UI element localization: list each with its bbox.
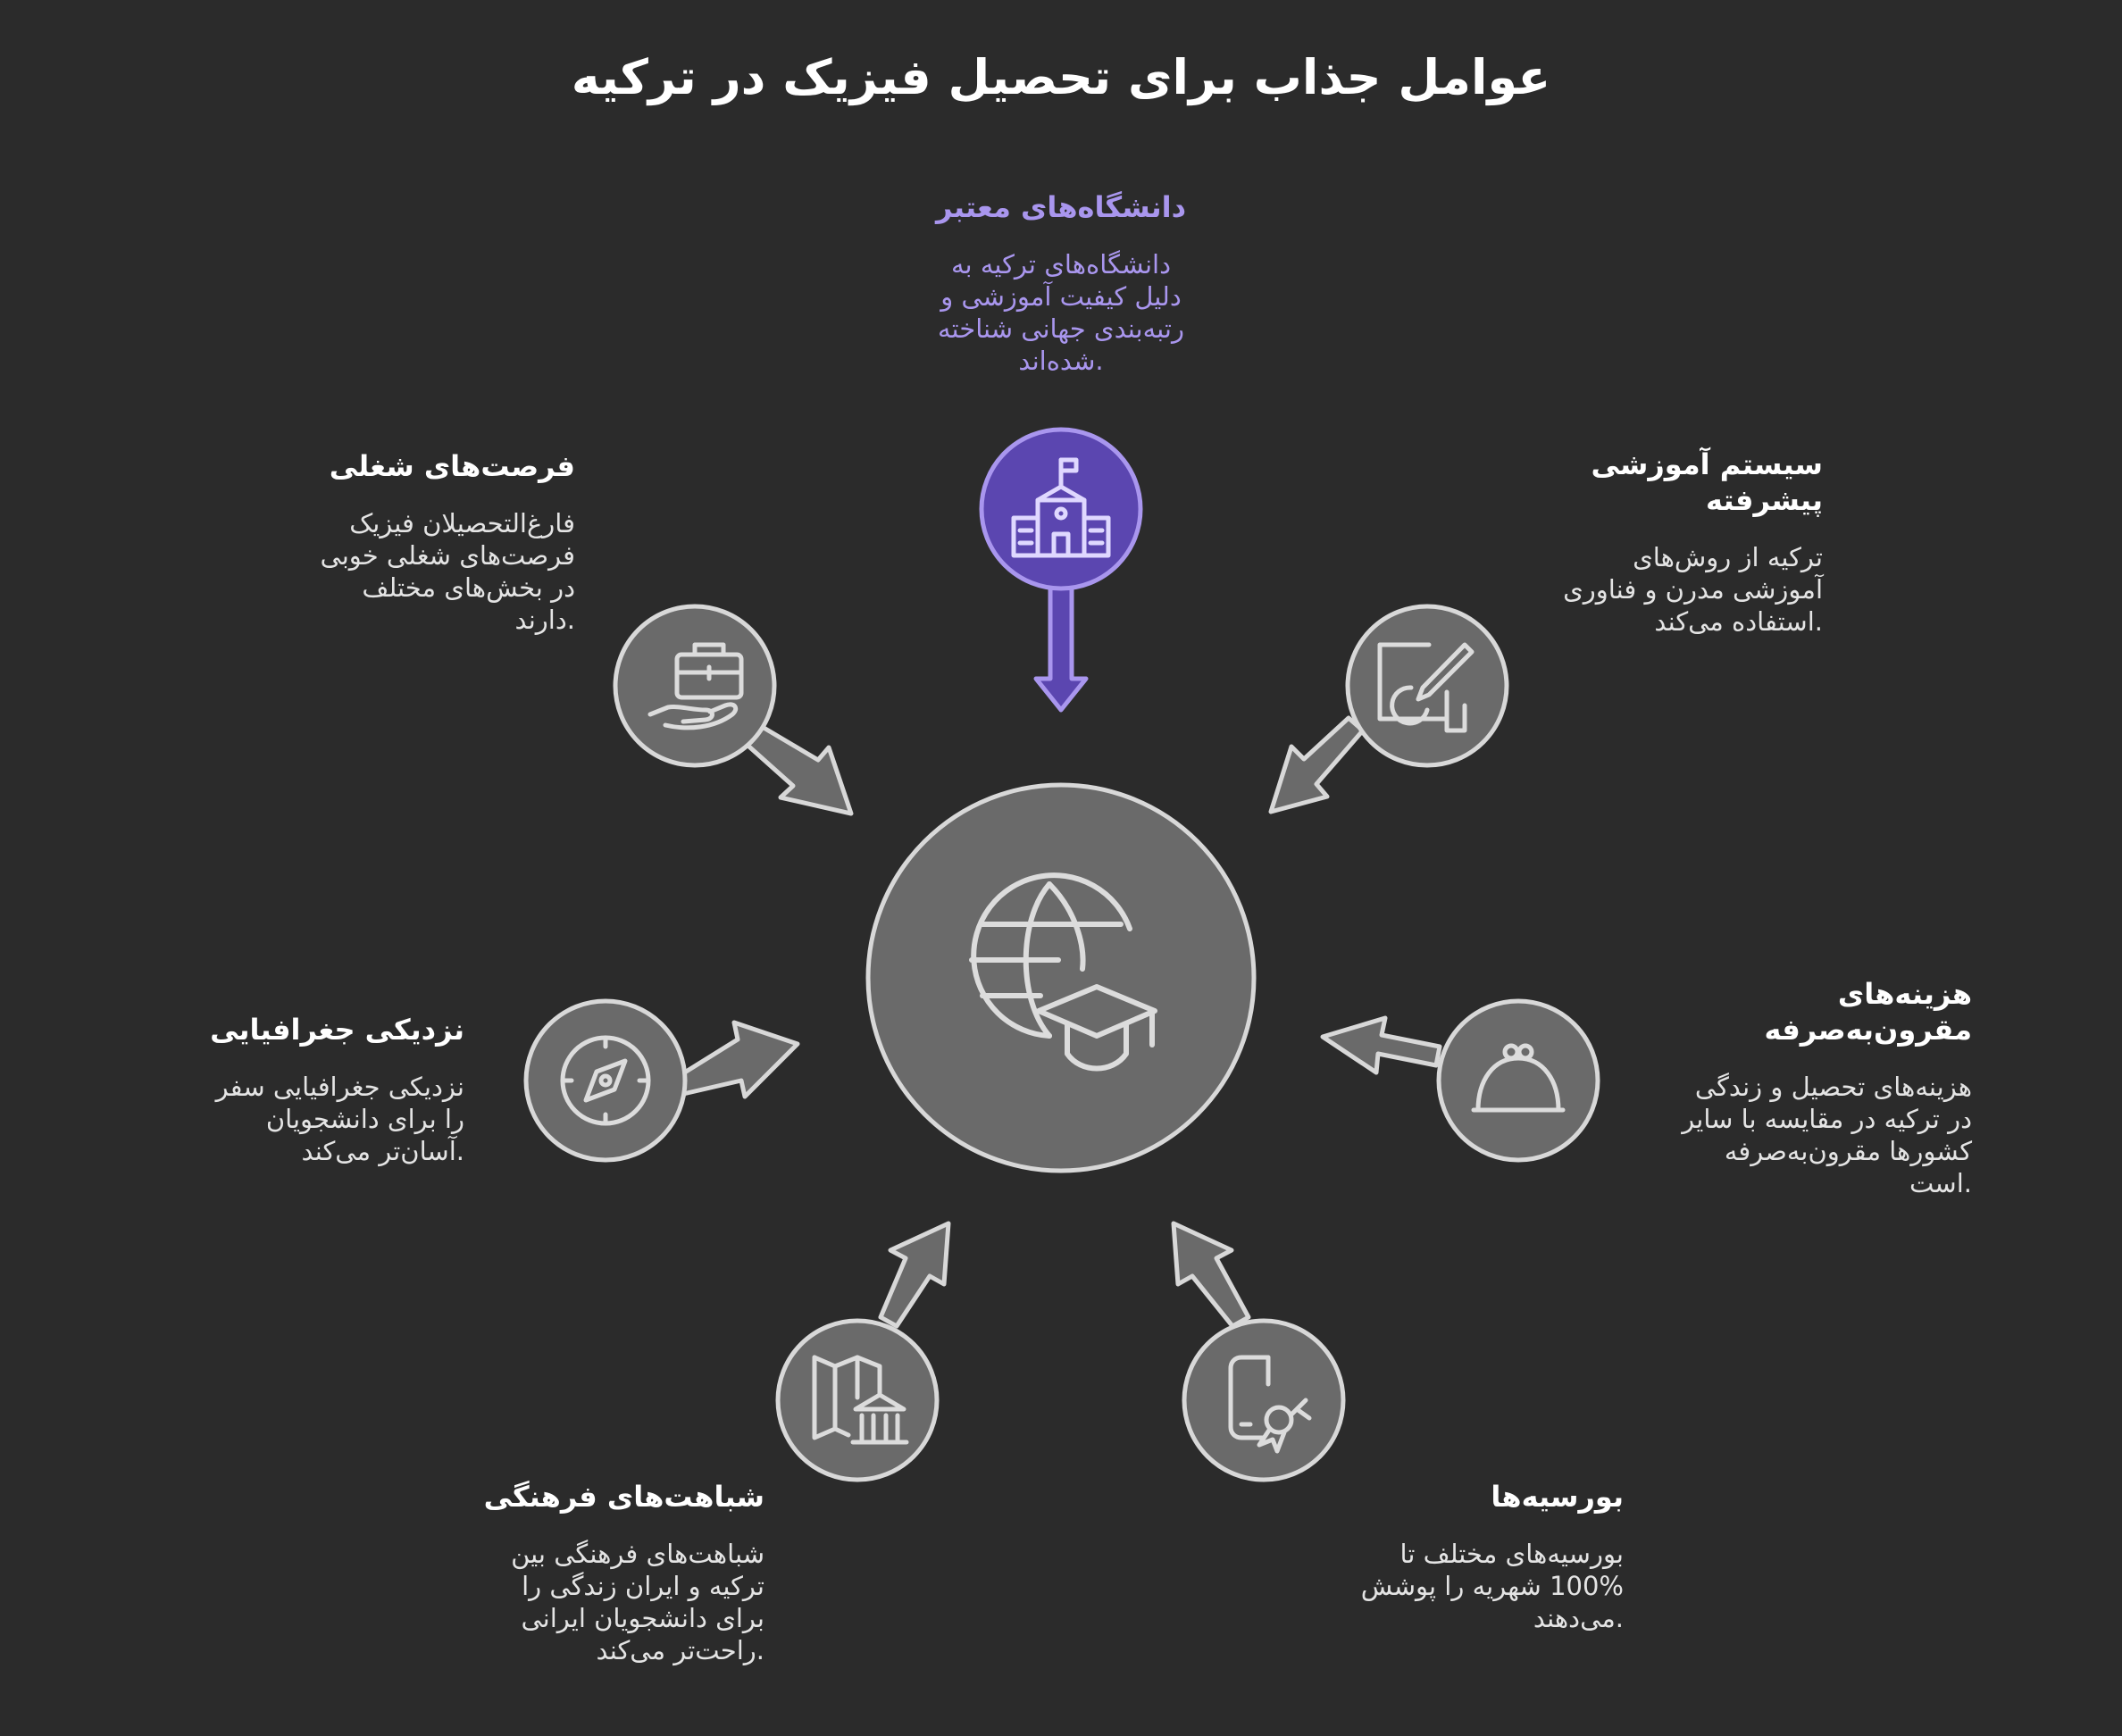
factor-description: شباهت‌های فرهنگی بین ترکیه و ایران زندگی را برای دانشجویان ایرانی .راحت‌تر می‌کند (511, 1539, 764, 1665)
factor-description: ترکیه از روش‌های آموزشی مدرن و فناوری .استفاده می‌کند (1563, 542, 1823, 637)
factor-title: فرصت‌های شغلی (329, 449, 575, 483)
node-education (1348, 606, 1507, 765)
arrow-proximity (679, 1022, 798, 1097)
factor-title: هزینه‌های مقرون‌به‌صرفه (1764, 977, 1972, 1047)
arrow-scholarships (1174, 1223, 1249, 1326)
factor-title: شباهت‌های فرهنگی (483, 1480, 764, 1514)
factor-title: بورسیه‌ها (1491, 1480, 1624, 1514)
factor-description: هزینه‌های تحصیل و زندگی در ترکیه در مقایسه با سایر کشورها مقرون‌به‌صرفه .است (1682, 1072, 1972, 1198)
factor-title: نزدیکی جغرافیایی (210, 1013, 464, 1047)
node-jobs (615, 606, 774, 765)
factor-culture (447, 1479, 764, 1666)
factor-title: سیستم آموزشی پیشرفته (1591, 447, 1823, 517)
factor-description: بورسیه‌های مختلف تا 100% شهریه را پوشش .می‌دهند (1360, 1539, 1624, 1633)
factor-description: دانشگاه‌های ترکیه به دلیل کیفیت آموزشی و رتبه‌بندی جهانی شناخته .شده‌اند (937, 249, 1185, 376)
factor-costs (1668, 976, 1972, 1199)
node-scholarships (1184, 1321, 1343, 1480)
diagram-title: عوامل جذاب برای تحصیل فیزیک در ترکیه (571, 49, 1551, 105)
node-universities (982, 430, 1140, 588)
factor-scholarships (1356, 1479, 1624, 1634)
node-culture (778, 1321, 937, 1480)
factor-title: دانشگاه‌های معتبر (935, 190, 1187, 224)
center-node (868, 785, 1254, 1171)
factor-universities (911, 189, 1211, 377)
node-proximity (526, 1001, 685, 1160)
arrow-culture (881, 1223, 948, 1326)
factor-description: فارغ‌التحصیلان فیزیک فرصت‌های شغلی خوبی در بخش‌های مختلف .دارند (320, 508, 575, 635)
arrow-costs (1323, 1018, 1440, 1072)
factor-proximity (179, 1012, 464, 1167)
factor-jobs (268, 448, 575, 636)
arrow-universities (1036, 579, 1086, 710)
arrow-education (1271, 718, 1363, 812)
factor-description: نزدیکی جغرافیایی سفر را برای دانشجویان .آسان‌تر می‌کند (215, 1072, 464, 1166)
node-costs (1439, 1001, 1598, 1160)
factor-education (1551, 447, 1823, 638)
